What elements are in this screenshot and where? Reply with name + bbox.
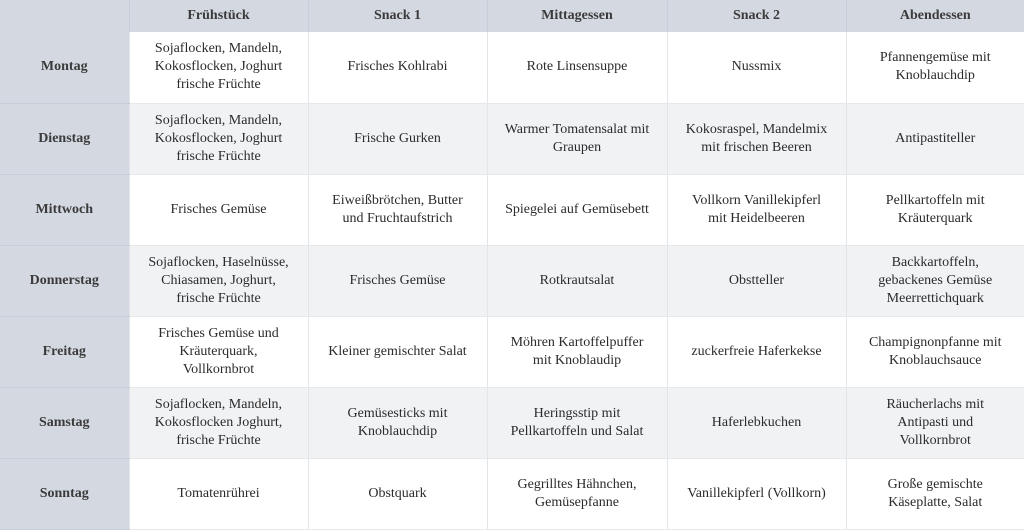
table-cell: Backkartoffeln, gebackenes Gemüse Meerrettichquark	[846, 245, 1024, 316]
table-cell: Vanillekipferl (Vollkorn)	[667, 458, 846, 529]
table-cell: zuckerfreie Haferkekse	[667, 316, 846, 387]
header-snack-1: Snack 1	[308, 0, 487, 32]
table-cell: Antipastiteller	[846, 103, 1024, 174]
table-cell: Obstquark	[308, 458, 487, 529]
row-day-label: Donnerstag	[0, 245, 129, 316]
table-cell: Sojaflocken, Mandeln, Kokosflocken, Joghurt frische Früchte	[129, 103, 308, 174]
header-fruehstueck: Frühstück	[129, 0, 308, 32]
table-cell: Sojaflocken, Mandeln, Kokosflocken, Joghurt frische Früchte	[129, 32, 308, 103]
table-row	[0, 387, 1024, 458]
table-row	[0, 32, 1024, 103]
table-cell: Möhren Kartoffelpuffer mit Knoblaudip	[487, 316, 667, 387]
table-cell: Haferlebkuchen	[667, 387, 846, 458]
table-cell: Frisches Gemüse und Kräuterquark, Vollkornbrot	[129, 316, 308, 387]
table-cell: Obstteller	[667, 245, 846, 316]
header-corner	[0, 0, 129, 32]
table-cell: Rote Linsensuppe	[487, 32, 667, 103]
header-abendessen: Abendessen	[846, 0, 1024, 32]
table-cell: Warmer Tomatensalat mit Graupen	[487, 103, 667, 174]
row-day-label: Samstag	[0, 387, 129, 458]
table-row	[0, 245, 1024, 316]
row-day-label: Freitag	[0, 316, 129, 387]
table-cell: Große gemischte Käseplatte, Salat	[846, 458, 1024, 529]
table-cell: Spiegelei auf Gemüsebett	[487, 174, 667, 245]
table-cell: Kokosraspel, Mandelmix mit frischen Beeren	[667, 103, 846, 174]
table-cell: Frisches Kohlrabi	[308, 32, 487, 103]
row-day-label: Montag	[0, 32, 129, 103]
row-day-label: Sonntag	[0, 458, 129, 529]
row-day-label: Mittwoch	[0, 174, 129, 245]
table-cell: Nussmix	[667, 32, 846, 103]
table-body	[0, 32, 1024, 529]
table-cell: Frisches Gemüse	[308, 245, 487, 316]
header-row	[0, 0, 1024, 32]
table-cell: Champignonpfanne mit Knoblauchsauce	[846, 316, 1024, 387]
header-snack-2: Snack 2	[667, 0, 846, 32]
table-cell: Räucherlachs mit Antipasti und Vollkornbrot	[846, 387, 1024, 458]
table-header	[0, 0, 1024, 32]
row-day-label: Dienstag	[0, 103, 129, 174]
table-cell: Sojaflocken, Mandeln, Kokosflocken Joghurt, frische Früchte	[129, 387, 308, 458]
header-mittagessen: Mittagessen	[487, 0, 667, 32]
table-row	[0, 316, 1024, 387]
table-cell: Heringsstip mit Pellkartoffeln und Salat	[487, 387, 667, 458]
table-cell: Sojaflocken, Haselnüsse, Chiasamen, Joghurt, frische Früchte	[129, 245, 308, 316]
table-cell: Eiweißbrötchen, Butter und Fruchtaufstrich	[308, 174, 487, 245]
table-cell: Frisches Gemüse	[129, 174, 308, 245]
table-cell: Tomatenrührei	[129, 458, 308, 529]
table-cell: Kleiner gemischter Salat	[308, 316, 487, 387]
table-cell: Pfannengemüse mit Knoblauchdip	[846, 32, 1024, 103]
table-cell: Gemüsesticks mit Knoblauchdip	[308, 387, 487, 458]
table-row	[0, 174, 1024, 245]
table-cell: Pellkartoffeln mit Kräuterquark	[846, 174, 1024, 245]
table-row	[0, 103, 1024, 174]
table-row	[0, 458, 1024, 529]
table-cell: Rotkrautsalat	[487, 245, 667, 316]
table-cell: Gegrilltes Hähnchen, Gemüsepfanne	[487, 458, 667, 529]
table-cell: Frische Gurken	[308, 103, 487, 174]
table-cell: Vollkorn Vanillekipferl mit Heidelbeeren	[667, 174, 846, 245]
